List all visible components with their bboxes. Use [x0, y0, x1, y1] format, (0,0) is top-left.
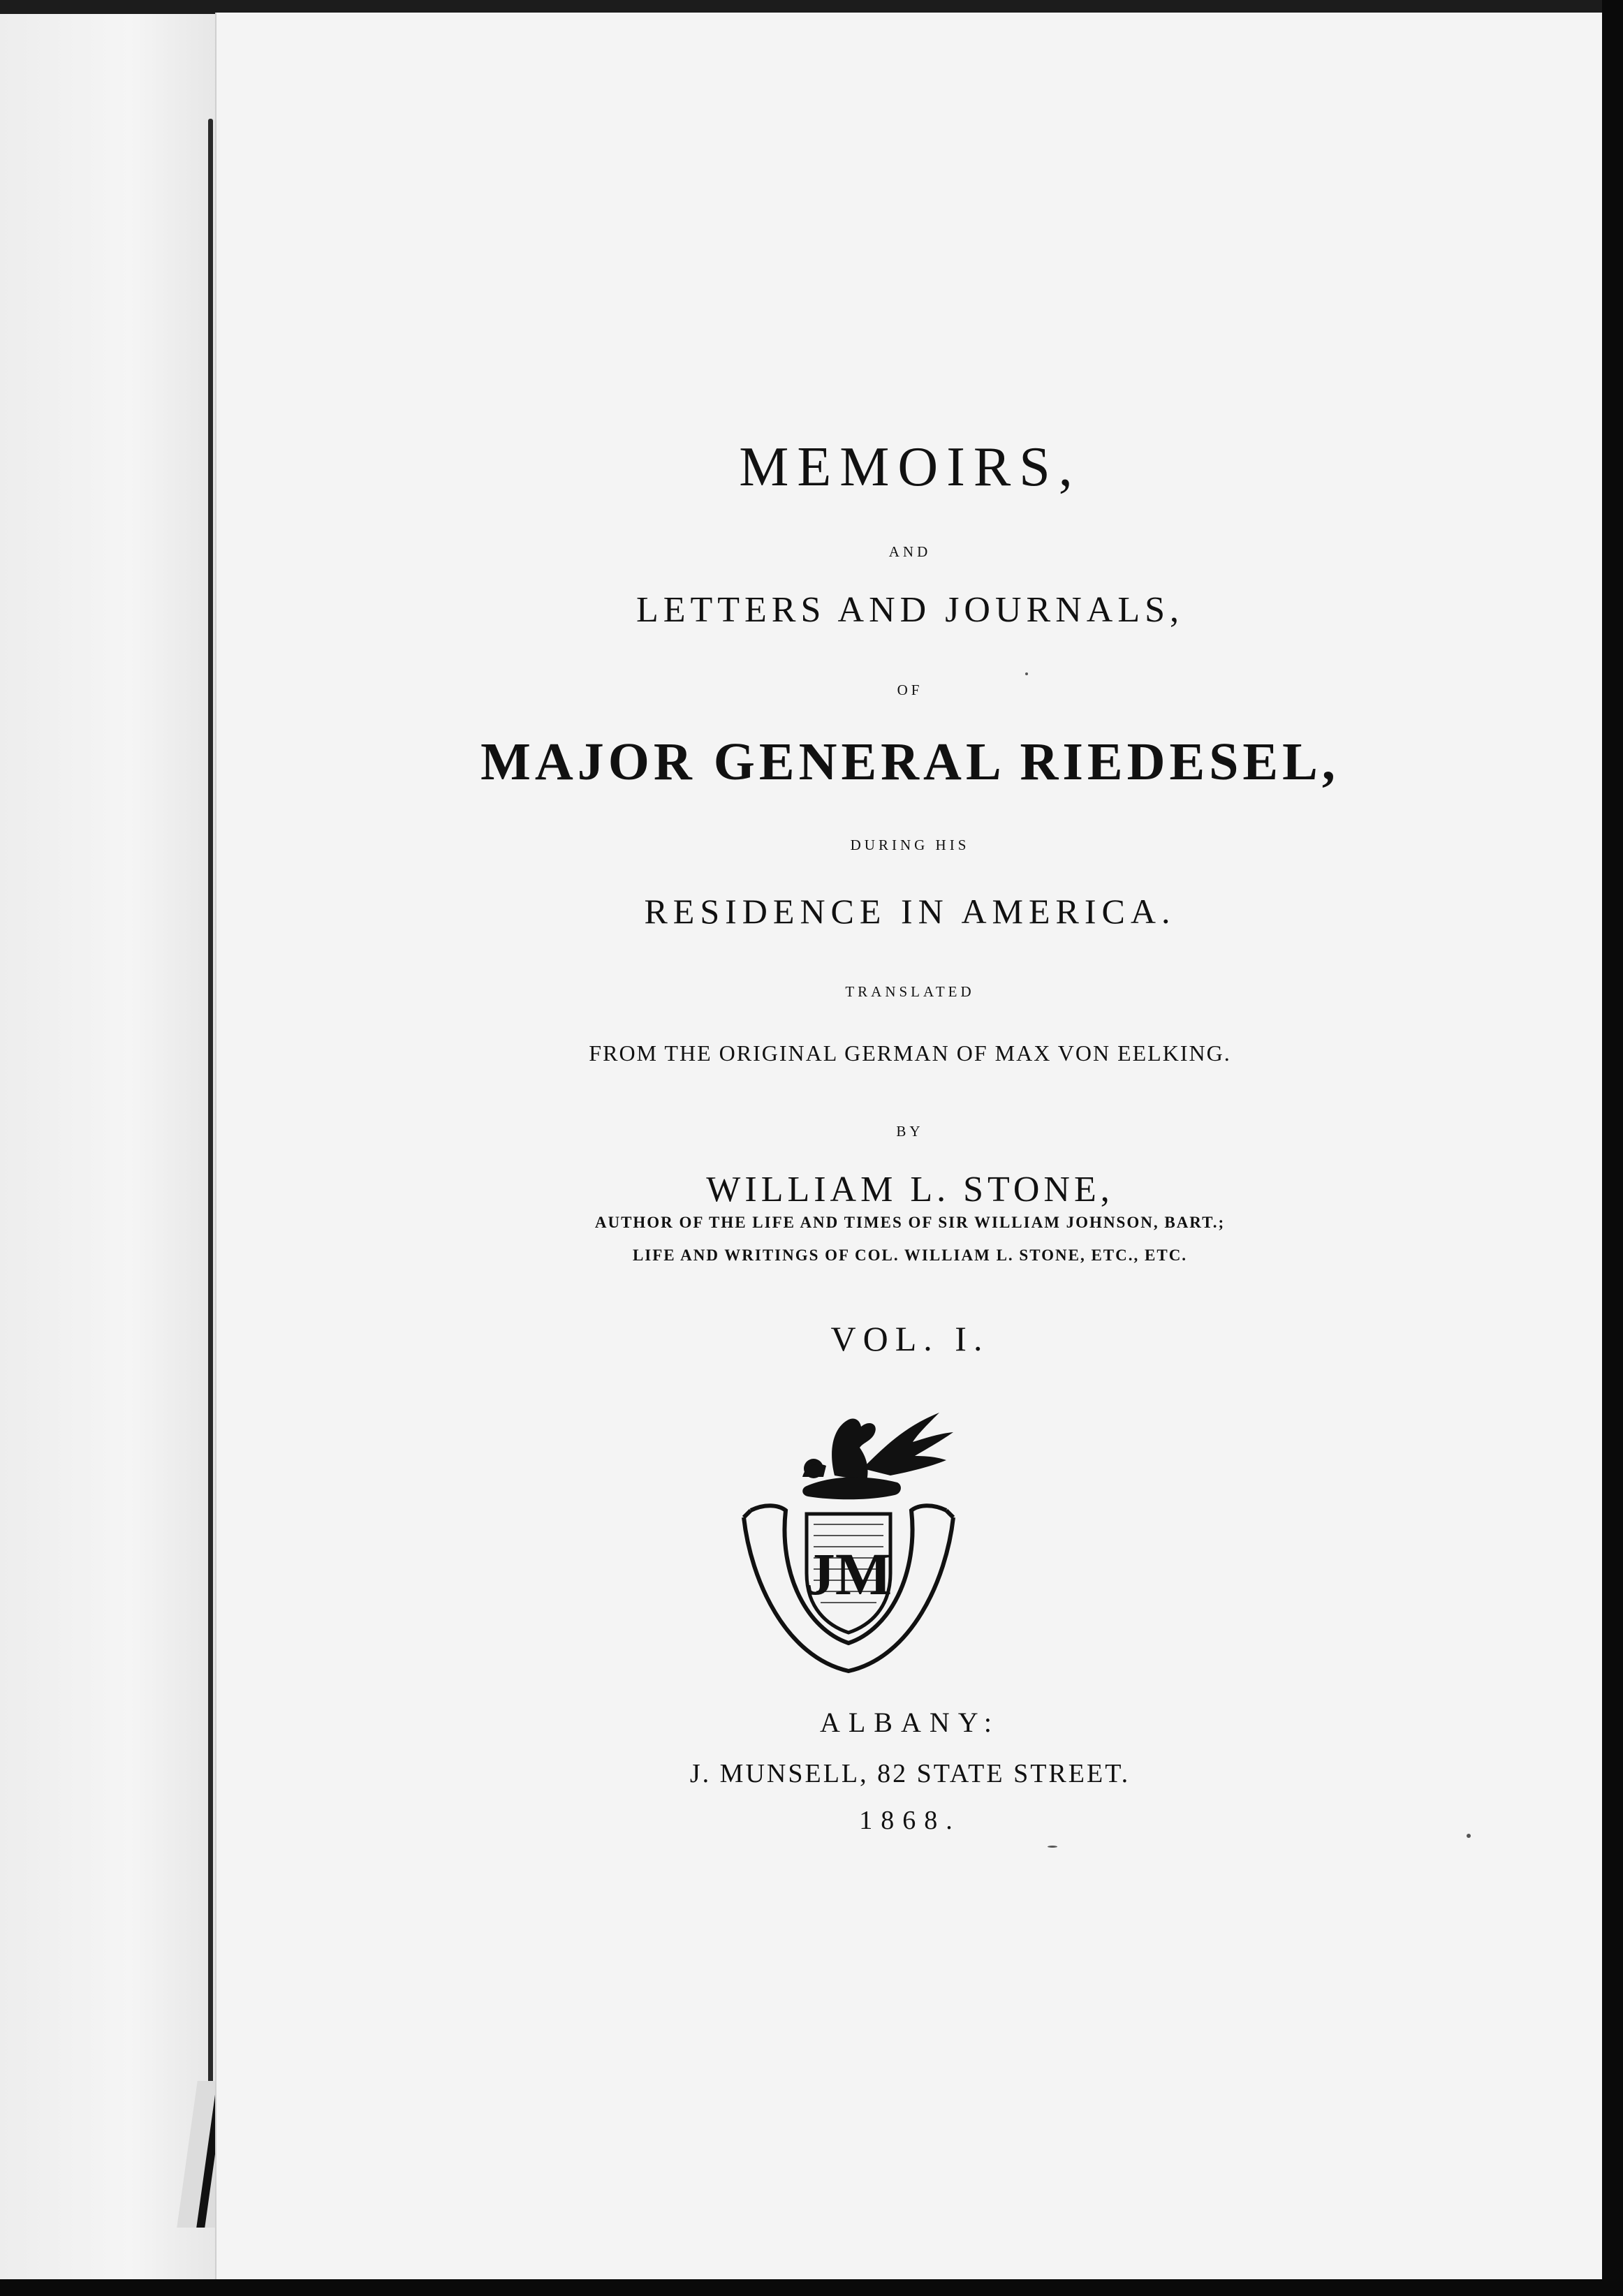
by-label: BY [896, 1123, 924, 1140]
flyleaf [0, 14, 218, 2279]
conjunction-and: AND [888, 543, 932, 560]
scan-bottom-border [0, 2279, 1623, 2296]
paper-speck [1048, 1846, 1057, 1848]
scan-top-border [0, 0, 1623, 14]
paper-speck [1025, 672, 1028, 675]
translator-name: WILLIAM L. STONE, [706, 1170, 1114, 1209]
book-title: MEMOIRS, [739, 436, 1081, 498]
imprint-city: ALBANY: [819, 1707, 1001, 1738]
binding-edge [208, 119, 213, 2221]
title-page [215, 13, 1603, 2279]
translator-credit-2: LIFE AND WRITINGS OF COL. WILLIAM L. STONE, ETC., ETC. [632, 1246, 1188, 1264]
subject-name: MAJOR GENERAL RIEDESEL, [480, 733, 1339, 791]
during-his: DURING HIS [850, 837, 970, 853]
imprint-publisher: J. MUNSELL, 82 STATE STREET. [689, 1759, 1131, 1788]
griffin-crest-shield-icon [730, 1399, 967, 1685]
original-author-line: FROM THE ORIGINAL GERMAN OF MAX VON EELKING. [589, 1040, 1231, 1066]
imprint-year: 1868. [859, 1806, 961, 1835]
conjunction-of: OF [897, 682, 923, 698]
residence-line: RESIDENCE IN AMERICA. [644, 892, 1176, 931]
book-subtitle: LETTERS AND JOURNALS, [636, 590, 1184, 630]
emblem-monogram: JM [805, 1540, 893, 1607]
paper-speck [1467, 1834, 1471, 1838]
volume-number: VOL. I. [830, 1319, 990, 1358]
translator-credit-1: AUTHOR OF THE LIFE AND TIMES OF SIR WILLIAM JOHNSON, BART.; [594, 1214, 1226, 1231]
scan-right-border [1602, 0, 1623, 2296]
translated-label: TRANSLATED [845, 983, 975, 1000]
